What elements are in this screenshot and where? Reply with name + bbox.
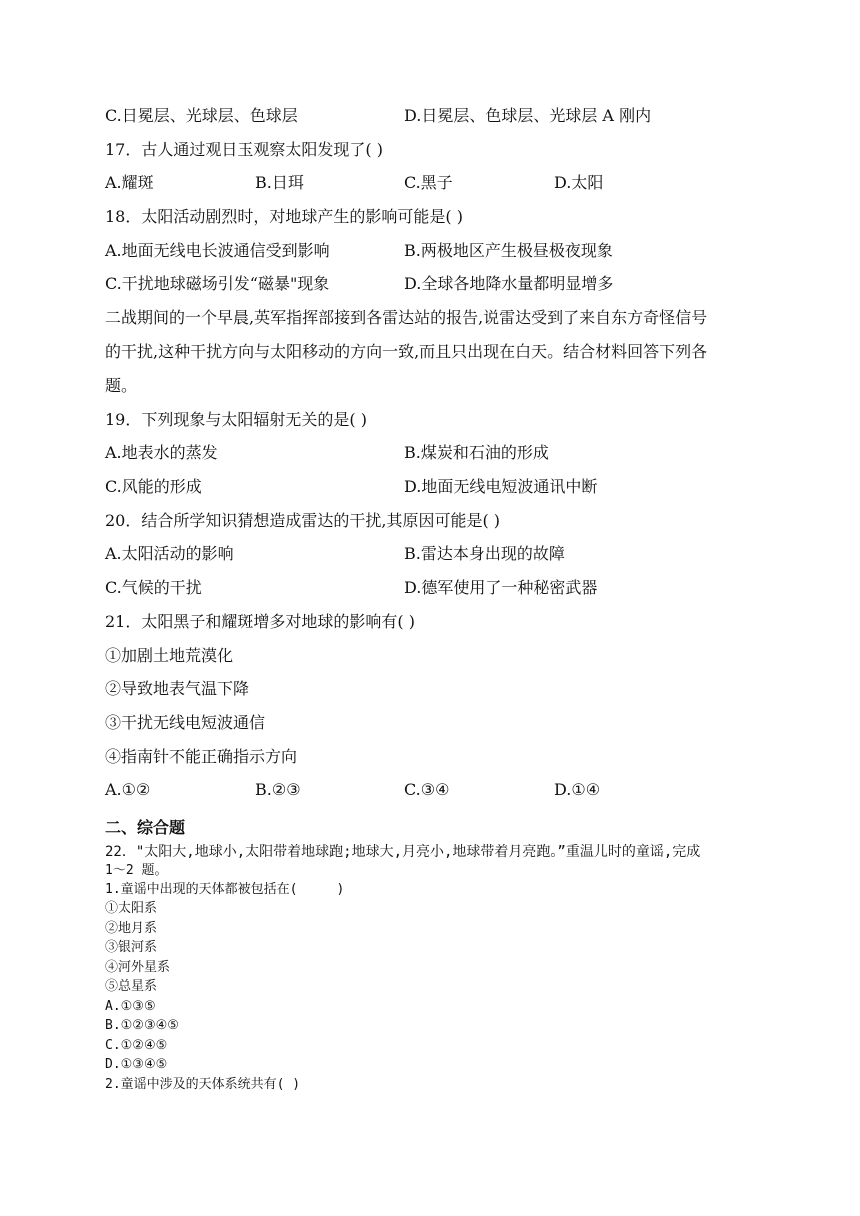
sub1-item-5: ⑤总星系 [105, 979, 158, 994]
sub2-stem: 2.童谣中涉及的天体系统共有( ) [105, 1077, 301, 1092]
sub1-item-3: ③银河系 [105, 940, 158, 955]
q19-option-d: D.地面无线电短波通讯中断 [404, 477, 598, 496]
material-line-1: 二战期间的一个早晨,英军指挥部接到各雷达站的报告,说雷达受到了来自东方奇怪信号 [105, 308, 708, 327]
sub1-option-b: B.①②③④⑤ [105, 1018, 179, 1033]
q22-line-1: 22．"太阳大,地球小,太阳带着地球跑;地球大,月亮小,地球带着月亮跑。”重温儿时的童谣,完成 [105, 844, 701, 860]
q17-option-a: A.耀斑 [105, 173, 154, 192]
q17-option-d: D.太阳 [554, 173, 604, 192]
sub1-option-d: D.①③④⑤ [105, 1057, 168, 1072]
q21-option-d: D.①④ [554, 780, 601, 799]
q17-stem: 17．古人通过观日玉观察太阳发现了( ) [105, 140, 383, 159]
q20-stem: 20．结合所学知识猜想造成雷达的干扰,其原因可能是( ) [105, 511, 501, 530]
q21-item-2: ②导致地表气温下降 [105, 679, 250, 698]
sub1-item-2: ②地月系 [105, 921, 158, 936]
sub1-item-1: ①太阳系 [105, 901, 158, 916]
q18-option-d: D.全球各地降水量都明显增多 [404, 274, 614, 293]
sub1-item-4: ④河外星系 [105, 960, 171, 975]
q18-option-c: C.干扰地球磁场引发“磁暴"现象 [105, 274, 330, 293]
q20-option-b: B.雷达本身出现的故障 [404, 544, 565, 563]
q20-option-a: A.太阳活动的影响 [105, 544, 234, 563]
q22-line-2: 1〜2 题。 [105, 863, 168, 878]
q21-option-a: A.①② [105, 780, 151, 799]
q18-option-a: A.地面无线电长波通信受到影响 [105, 241, 330, 260]
material-line-2: 的干扰,这种干扰方向与太阳移动的方向一致,而且只出现在白天。结合材料回答下列各 [105, 342, 708, 361]
q21-option-b: B.②③ [255, 780, 301, 799]
q19-option-c: C.风能的形成 [105, 477, 202, 496]
material-line-3: 题。 [105, 376, 138, 395]
q20-option-d: D.德军使用了一种秘密武器 [404, 578, 598, 597]
q21-option-c: C.③④ [404, 780, 450, 799]
q16-option-d: D.日冕层、色球层、光球层 A 刚内 [404, 106, 652, 125]
q17-option-b: B.日珥 [255, 173, 304, 192]
q21-item-3: ③干扰无线电短波通信 [105, 713, 266, 732]
q19-option-b: B.煤炭和石油的形成 [404, 443, 549, 462]
q21-item-4: ④指南针不能正确指示方向 [105, 747, 298, 766]
q19-stem: 19．下列现象与太阳辐射无关的是( ) [105, 410, 367, 429]
sub1-option-c: C.①②④⑤ [105, 1038, 168, 1053]
q18-option-b: B.两极地区产生极昼极夜现象 [404, 241, 613, 260]
sub1-option-a: A.①③⑤ [105, 999, 156, 1014]
q19-option-a: A.地表水的蒸发 [105, 443, 218, 462]
sub1-stem: 1.童谣中出现的天体都被包括在( ) [105, 882, 345, 897]
q17-option-c: C.黑子 [404, 173, 453, 192]
section-heading: 二、综合题 [105, 818, 186, 837]
q16-option-c: C.日冕层、光球层、色球层 [105, 106, 298, 125]
q20-option-c: C.气候的干扰 [105, 578, 202, 597]
q21-item-1: ①加剧土地荒漠化 [105, 646, 234, 665]
q21-stem: 21．太阳黑子和耀斑增多对地球的影响有( ) [105, 612, 415, 631]
q18-stem: 18．太阳活动剧烈时，对地球产生的影响可能是( ) [105, 207, 463, 226]
